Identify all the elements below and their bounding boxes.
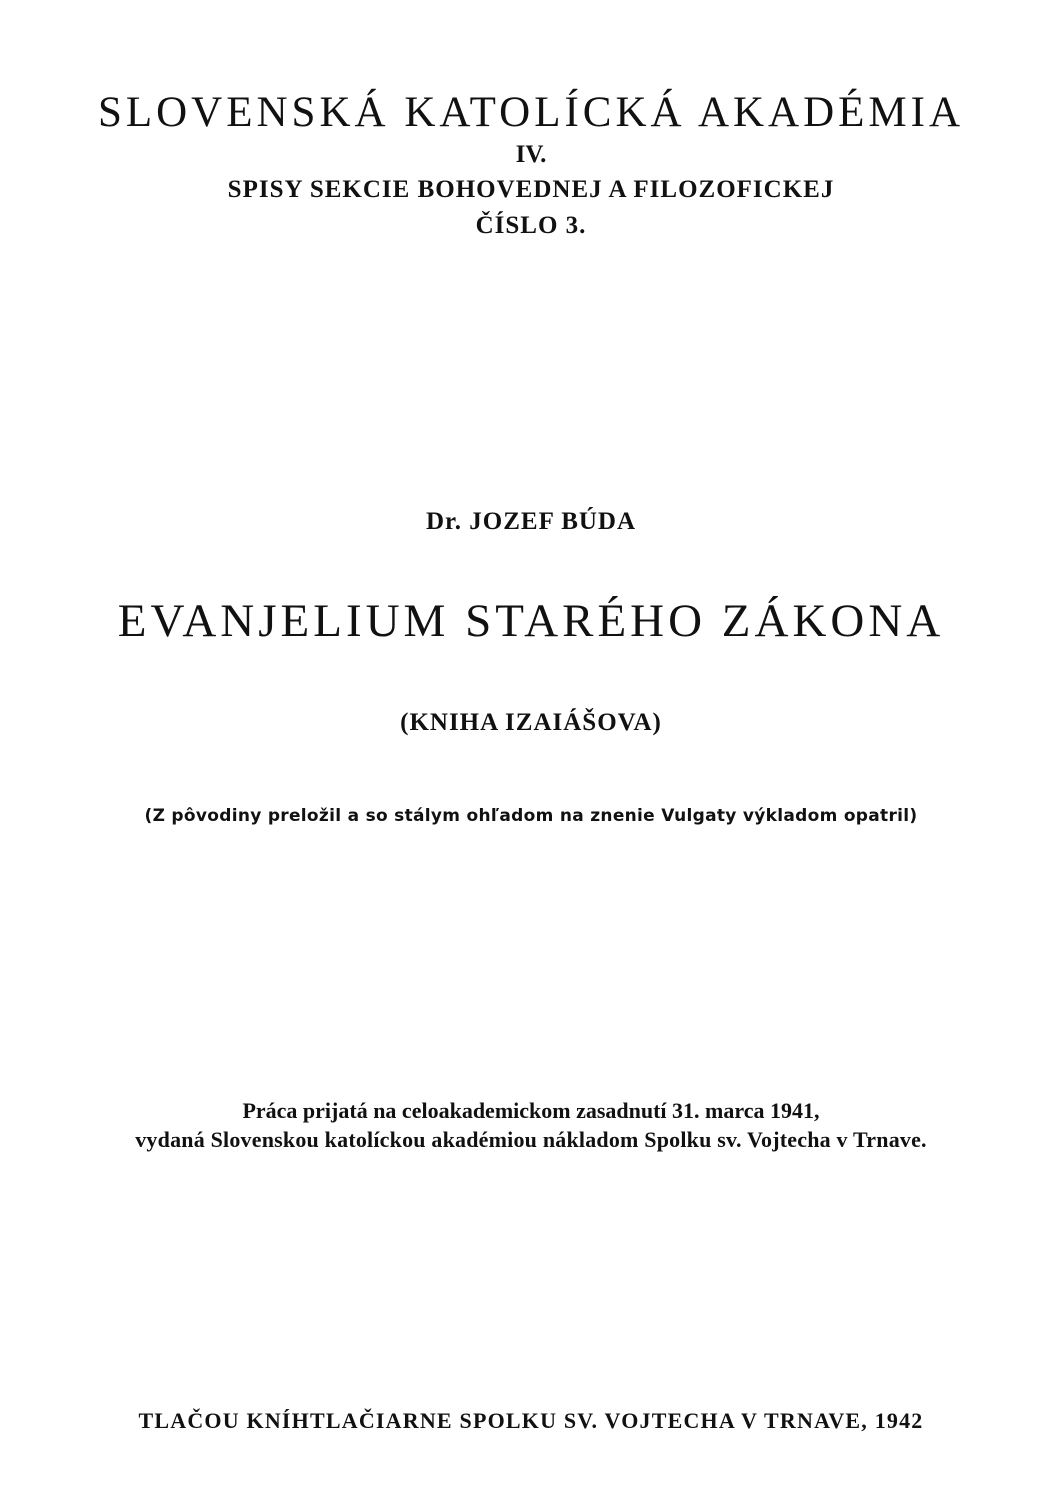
- acceptance-note: Práca prijatá na celoakademickom zasadnutí 31. marca 1941,: [242, 1098, 820, 1123]
- translation-note: (Z pôvodiny preložil a so stálym ohľadom na znenie Vulgaty výkladom opatril): [144, 806, 918, 826]
- series-number: ČÍSLO 3.: [475, 212, 587, 239]
- book-subtitle: (KNIHA IZAIÁŠOVA): [400, 709, 662, 736]
- series-title: SPISY SEKCIE BOHOVEDNEJ A FILOZOFICKEJ: [227, 176, 835, 203]
- printer-imprint: TLAČOU KNÍHTLAČIARNE SPOLKU SV. VOJTECHA V TRNAVE, 1942: [138, 1408, 924, 1433]
- publisher-note: vydaná Slovenskou katolíckou akadémiou nákladom Spolku sv. Vojtecha v Trnave.: [135, 1127, 927, 1152]
- academy-name: SLOVENSKÁ KATOLÍCKÁ AKADÉMIA: [97, 89, 965, 136]
- author-name: Dr. JOZEF BÚDA: [425, 508, 637, 535]
- book-title: EVANJELIUM STARÉHO ZÁKONA: [117, 595, 945, 647]
- volume-number: IV.: [515, 141, 547, 168]
